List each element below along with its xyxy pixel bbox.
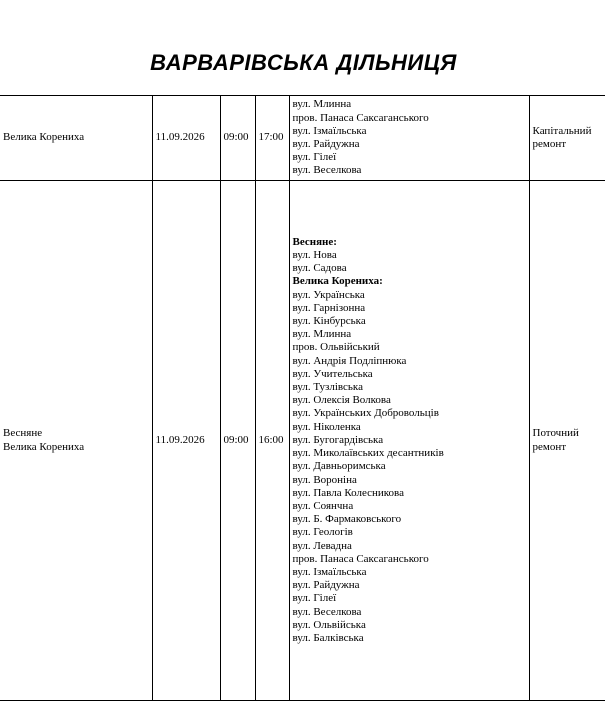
date-cell xyxy=(152,96,220,181)
date-cell xyxy=(152,181,220,701)
street-name: вул. Ніколенка xyxy=(292,420,361,433)
street-name: вул. Ольвійська xyxy=(292,618,366,631)
street-name: вул. Гілеї xyxy=(292,151,337,164)
start-time-cell xyxy=(220,96,255,181)
work-type: Поточний xyxy=(532,427,579,440)
street-name: вул. Веселкова xyxy=(292,605,362,618)
street-name: вул. Млинна xyxy=(292,328,352,341)
street-name: вул. Садова xyxy=(292,262,347,275)
street-name: вул. Нова xyxy=(292,249,337,262)
street-name: вул. Українська xyxy=(292,288,365,301)
street-name: вул. Кінбурська xyxy=(292,315,366,328)
work-type: ремонт xyxy=(532,138,567,150)
street-name: вул. Миколаївських десантників xyxy=(292,447,444,460)
street-name: вул. Андрія Подліпнюка xyxy=(292,354,407,367)
street-name: вул. Веселкова xyxy=(292,164,362,177)
settlement-heading: Весняне: xyxy=(292,235,337,248)
street-name: вул. Учительська xyxy=(292,367,373,380)
street-name: вул. Українських Добровольців xyxy=(292,407,439,420)
street-name: вул. Гілеї xyxy=(292,592,337,605)
street-name: вул. Геологів xyxy=(292,526,353,539)
end-time-cell xyxy=(255,96,289,181)
street-name: пров. Панаса Саксаганського xyxy=(292,552,429,565)
street-name: вул. Ізмаїльська xyxy=(292,565,367,578)
streets-cell xyxy=(289,96,529,181)
start-time: 09:00 xyxy=(223,131,249,144)
work-type: Капітальний xyxy=(532,124,592,137)
page-title: ВАРВАРІВСЬКА ДІЛЬНИЦЯ xyxy=(150,50,457,75)
street-name: вул. Соянчна xyxy=(292,499,354,512)
end-time: 17:00 xyxy=(258,131,284,144)
outage-schedule-table xyxy=(0,95,605,701)
table-body xyxy=(0,96,605,701)
work-type-cell xyxy=(529,96,605,181)
street-name: вул. Млинна xyxy=(292,98,352,111)
street-name: вул. Б. Фармаковського xyxy=(292,513,402,526)
settlement-heading: Велика Корениха: xyxy=(292,275,383,288)
settlement-name: Велика Корениха xyxy=(3,440,85,453)
settlement-name: Весняне xyxy=(3,427,43,440)
street-name: пров. Ольвійський xyxy=(292,341,380,354)
end-time-cell xyxy=(255,181,289,701)
start-time-cell xyxy=(220,181,255,701)
street-name: вул. Тузлівська xyxy=(292,381,363,394)
work-type-cell xyxy=(529,181,605,701)
street-name: вул. Павла Колесникова xyxy=(292,486,404,499)
street-name: вул. Левадна xyxy=(292,539,352,552)
outage-date: 11.09.2026 xyxy=(155,433,205,446)
start-time: 09:00 xyxy=(223,433,249,446)
street-name: вул. Олексія Волкова xyxy=(292,394,391,407)
table-row xyxy=(0,96,605,181)
settlement-cell xyxy=(0,96,152,181)
work-type: ремонт xyxy=(532,440,567,453)
streets-cell xyxy=(289,181,529,701)
street-name: вул. Давньоримська xyxy=(292,460,386,473)
street-name: вул. Вороніна xyxy=(292,473,357,486)
street-name: вул. Райдужна xyxy=(292,138,360,150)
outage-date: 11.09.2026 xyxy=(155,131,205,144)
street-name: вул. Ізмаїльська xyxy=(292,124,367,137)
street-name: вул. Бугогардівська xyxy=(292,433,384,446)
table-row xyxy=(0,181,605,701)
street-name: вул. Балківська xyxy=(292,631,364,644)
street-name: пров. Панаса Саксаганського xyxy=(292,111,429,124)
street-name: вул. Гарнізонна xyxy=(292,301,366,314)
end-time: 16:00 xyxy=(258,433,284,446)
street-name: вул. Райдужна xyxy=(292,579,360,592)
settlement-cell xyxy=(0,181,152,701)
settlement-name: Велика Корениха xyxy=(3,131,85,144)
